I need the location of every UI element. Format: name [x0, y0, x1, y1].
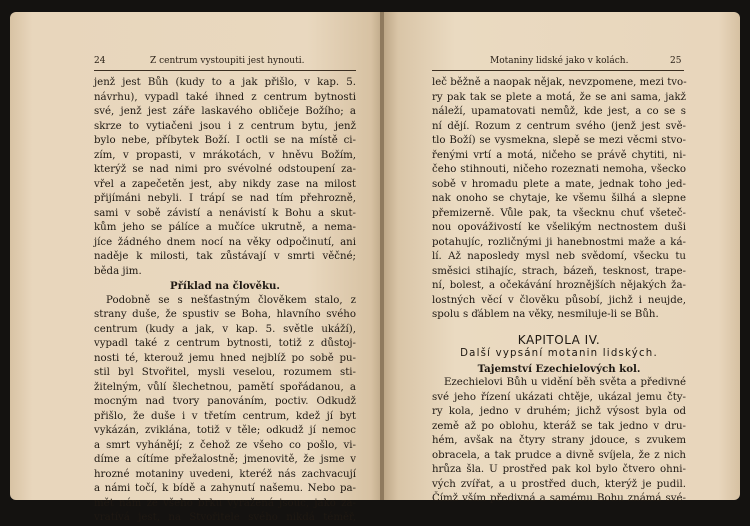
text-line: hrůza šla. U prostřed pak kol bylo čtvero ohni-: [432, 464, 686, 475]
header-rule: [432, 70, 684, 71]
text-line: ry kola, jedno v druhém; jichž výsost byla od: [432, 406, 686, 417]
header-rule: [94, 70, 356, 71]
text-line: ní, bolest, a očekávání hroznějších nějakých ža-: [432, 280, 686, 291]
text-line: mět nám ze všeho brku vyražená jsouc, jako za-: [94, 497, 356, 509]
text-line: žitelným, vůlí šlechetnou, pamětí spořádanou, a: [94, 381, 356, 393]
text-line: vypadl také z centrum bytnosti, totiž z důstoj-: [94, 338, 356, 349]
text-line: mocným nad tvory panováním, poctiv. Odkudž: [94, 396, 356, 407]
text-line: Podobně se s nešťastným člověkem stalo, z: [106, 294, 356, 306]
text-line: hém, avšak na čtyry strany jdouce, s zvukem: [432, 435, 686, 446]
page-number: 25: [670, 56, 682, 66]
text-line: spolu s ďáblem na věky, nesmiluje-li se Bůh.: [432, 309, 659, 320]
text-line: bylo nebe, příbytek Boží. I octli se na místě ci-: [94, 135, 356, 146]
text-line: Čímž vším předivná a samému Bohu známá své-: [432, 493, 686, 504]
text-line: své, jenž jest záře laskavého obličeje Božího; a: [94, 106, 356, 117]
text-line: své jeho řízení ukázati chtěje, ukázal jemu čty-: [432, 391, 686, 403]
text-line: centrum (kudy a jak, v kap. 5. světle ukáží),: [94, 323, 356, 335]
text-line: lí. Až naposledy mysl neb svědomí, všecku tu: [432, 251, 686, 262]
text-line: návrhu), vypadl také ihned z centrum bytnosti: [94, 91, 356, 103]
text-line: sobě v hromadu plete a mate, jednak toho jed-: [432, 178, 686, 190]
text-line: díme a cítíme přežalostně; jmenovitě, že jsme v: [94, 454, 356, 465]
text-line: řenými vrtí a motá, ničeho se právě chytiti, ni-: [432, 149, 686, 161]
text-line: hrozné motaniny uvedeni, kteréž nás zachvacují: [94, 468, 356, 480]
text-line: Ezechielovi Bůh u vidění běh světa a předivné: [444, 377, 686, 388]
text-line: naděje k milosti, tak zůstávají v smrti věčné;: [94, 251, 356, 262]
chapter-subtitle: Další vypsání motanin lidských.: [460, 348, 658, 359]
chapter-title: KAPITOLA IV.: [517, 332, 601, 347]
text-line: vykázán, zviklána, totiž v těle; odkudž jí nemoc: [94, 425, 356, 436]
text-line: ní dějí. Rozum z centrum svého (jenž jest svě-: [432, 120, 686, 132]
text-line: stil byl Stvořitel, mysli veselou, rozumem sti-: [94, 367, 356, 378]
text-line: náleží, upamatovati nemůž, kde jest, a co se s: [432, 106, 686, 117]
text-line: a smrt vyhánějí; z čehož ze všeho co pošlo, vi-: [94, 439, 356, 451]
text-line: směsici stihajíc, strach, bázeň, tesknost, trape-: [432, 265, 686, 277]
text-line: jenž jest Bůh (kudy to a jak přišlo, v kap. 5.: [94, 77, 356, 88]
text-line: kterýž se nad nimi pro svévolné odstoupení za-: [94, 164, 356, 175]
text-line: strany duše, že spustiv se Boha, hlavního svého: [94, 309, 356, 320]
body-text: [94, 76, 356, 526]
section-heading: Příklad na člověku.: [170, 280, 280, 292]
text-line: potahujíc, rozličnými ji hanebnostmi maže a ká-: [432, 236, 686, 248]
right-page: [384, 12, 740, 504]
text-line: jíce žádného dnem nocí na věky odpočinutí, ani: [94, 236, 356, 248]
text-line: skrze to vytiačeni jsou i z centrum bytu, jenž: [94, 120, 356, 132]
text-line: sami v sobě závistí a nenávistí k Bohu a skut-: [94, 207, 356, 219]
text-line: vých zvířat, a u prostřed duch, kterýž je pudil.: [432, 478, 686, 490]
text-line: leč běžně a naopak nějak, nevzpomene, mezi tvo-: [432, 77, 687, 88]
text-line: vratívá jest, na Stvořitele svého nikdá téměř,: [94, 512, 356, 523]
text-line: kům jeho se pálíce a mučíce ukrutně, a nema-: [94, 222, 356, 233]
running-head: Z centrum vystoupiti jest hynouti.: [150, 56, 305, 66]
page-number: 24: [94, 56, 106, 66]
text-line: zím, v propasti, v mrákotách, v hněvu Božím,: [94, 149, 356, 161]
text-line: nosti té, kterouž jemu hned nejblíž po sobě pu-: [94, 352, 356, 364]
text-line: nak onoho se chytaje, ke všemu šilhá a slepne: [432, 193, 686, 204]
body-text: [432, 76, 686, 507]
open-book: [10, 12, 740, 523]
text-line: obracela, a tak prudce a divně svíjela, že z nich: [432, 449, 686, 461]
text-line: přijímáni nebyli. I trápí se nad tím přehrozně,: [94, 193, 356, 204]
left-page: [10, 12, 382, 523]
text-line: tlo Boží) se vysmekna, slepě se mezi věcmi stvo-: [432, 135, 686, 146]
text-line: čeho stihnouti, ničeho rozeznati nemoha, všecko: [432, 164, 686, 175]
text-line: země až po oblohu, kteráž se tak jedno v dru-: [432, 420, 686, 432]
text-line: přemizerně. Vůle pak, ta všecknu chuť všeteč-: [432, 207, 686, 219]
text-line: a námi točí, k bídě a zahynutí našemu. Nebo pa-: [94, 483, 356, 494]
section-heading: Tajemství Ezechielových kol.: [477, 362, 641, 375]
text-line: nou opováživostí ke všelikým nectnostem duši: [432, 222, 686, 233]
text-line: lostných věcí v člověku působí, jichž i neujde,: [432, 294, 686, 306]
text-line: ry pak tak se plete a motá, že se ani sama, jakž: [432, 91, 686, 103]
text-line: vřel a zapečetěn jest, aby nikdy zase na milost: [94, 178, 356, 190]
running-head: Motaniny lidské jako v kolách.: [490, 56, 629, 66]
text-line: přišlo, že duše i v třetím centrum, kdež jí byt: [94, 410, 356, 422]
text-line: běda jim.: [94, 265, 142, 277]
